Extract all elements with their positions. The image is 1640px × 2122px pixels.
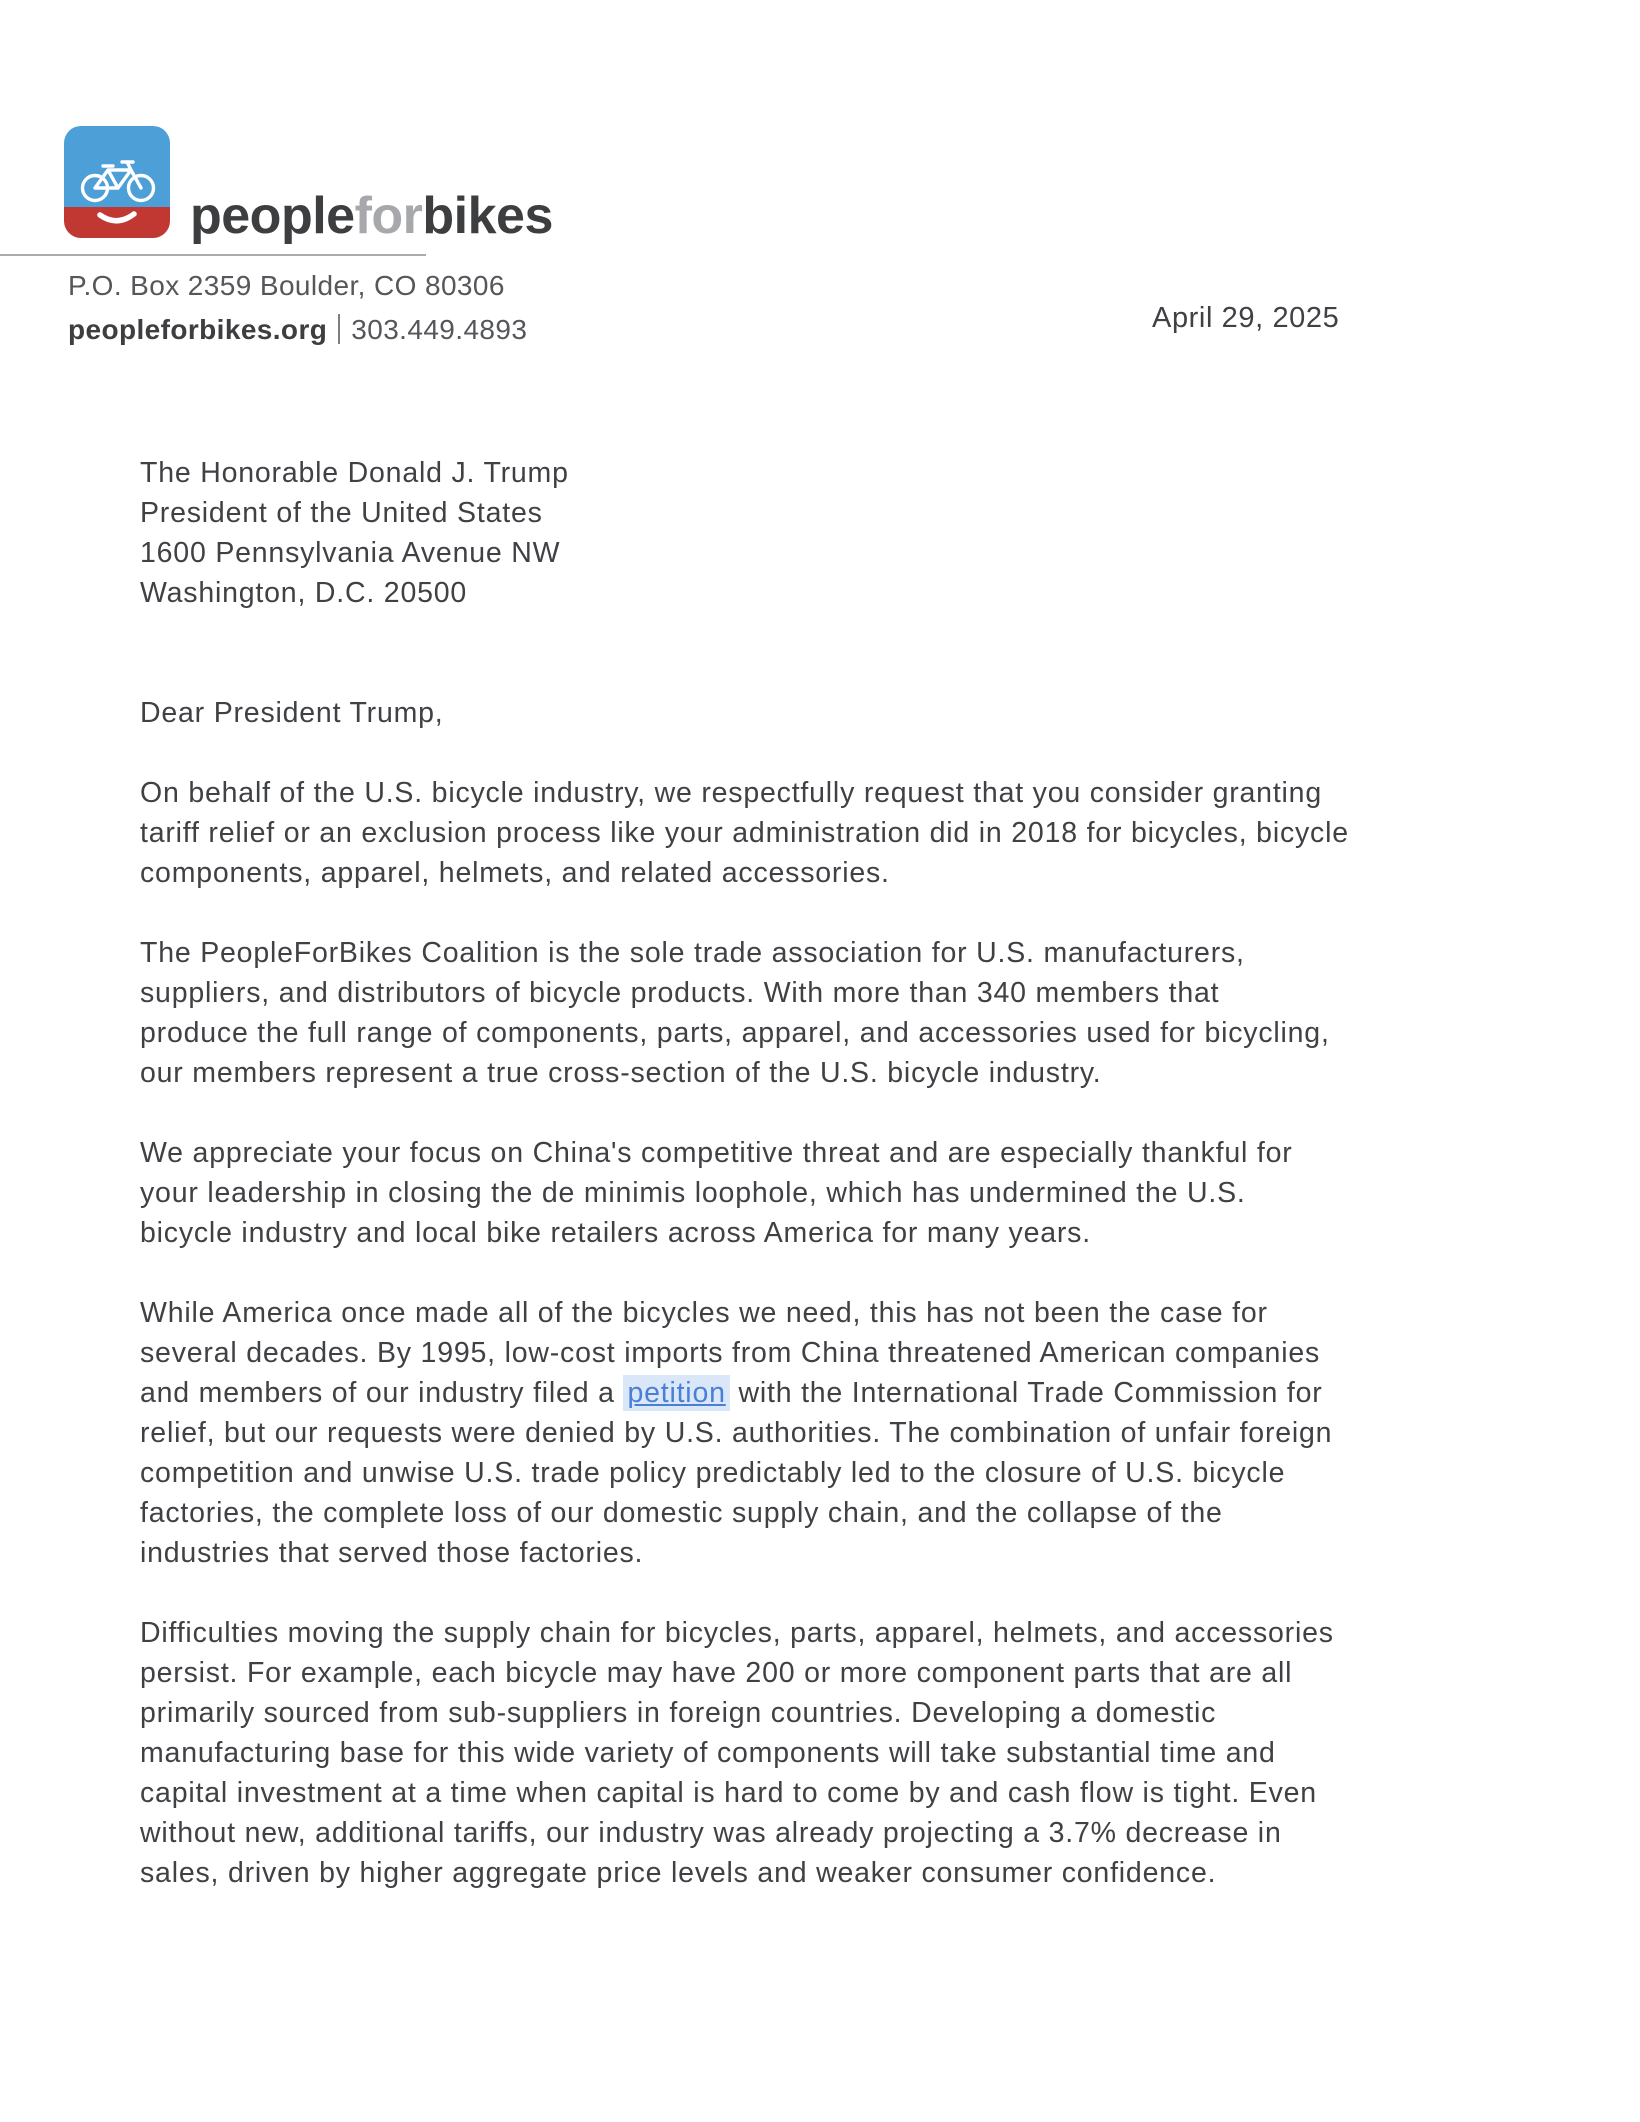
link-suffix-text: with the International Trade Commission for bbox=[729, 1377, 1323, 1409]
paragraph-line: persist. For example, each bicycle may have 200 or more component parts that are all bbox=[140, 1657, 1293, 1689]
paragraph-line: produce the full range of components, parts, apparel, and accessories used for bicycling, bbox=[140, 1017, 1330, 1049]
brand-people: people bbox=[190, 187, 355, 245]
letterhead-divider-line bbox=[0, 254, 426, 256]
paragraph-line: bicycle industry and local bike retailers across America for many years. bbox=[140, 1217, 1091, 1249]
contact-separator bbox=[338, 314, 340, 344]
paragraph-5 bbox=[140, 1613, 1470, 1893]
letter-body bbox=[140, 453, 1470, 1893]
recipient-city: Washington, D.C. 20500 bbox=[140, 577, 468, 609]
paragraph-line: primarily sourced from sub-suppliers in foreign countries. Developing a domestic bbox=[140, 1697, 1217, 1729]
po-box-address: P.O. Box 2359 Boulder, CO 80306 bbox=[68, 270, 505, 301]
bicycle-smile-icon bbox=[64, 126, 170, 238]
letter-date: April 29, 2025 bbox=[1152, 302, 1340, 334]
website-text: peopleforbikes.org bbox=[68, 314, 328, 345]
paragraph-line: components, apparel, helmets, and related accessories. bbox=[140, 857, 890, 889]
paragraph-line: our members represent a true cross-section of the U.S. bicycle industry. bbox=[140, 1057, 1102, 1089]
recipient-address-block bbox=[140, 453, 1470, 613]
contact-line bbox=[68, 308, 527, 352]
brand-wordmark bbox=[190, 186, 553, 246]
peopleforbikes-logo-icon bbox=[64, 126, 170, 238]
paragraph-line: relief, but our requests were denied by U.S. authorities. The combination of unfair foreign bbox=[140, 1417, 1333, 1449]
paragraph-line: industries that served those factories. bbox=[140, 1537, 644, 1569]
paragraph-line: suppliers, and distributors of bicycle products. With more than 340 members that bbox=[140, 977, 1220, 1009]
paragraph-line: several decades. By 1995, low-cost imports from China threatened American companies bbox=[140, 1337, 1321, 1369]
paragraph-line: On behalf of the U.S. bicycle industry, we respectfully request that you consider granting bbox=[140, 777, 1322, 809]
paragraph-line: your leadership in closing the de minimis loophole, which has undermined the U.S. bbox=[140, 1177, 1246, 1209]
paragraph-line: tariff relief or an exclusion process like your administration did in 2018 for bicycles, bicycle bbox=[140, 817, 1349, 849]
letterhead-contact-block bbox=[68, 264, 527, 352]
paragraph-line: competition and unwise U.S. trade policy predictably led to the closure of U.S. bicycle bbox=[140, 1457, 1286, 1489]
paragraph-line: While America once made all of the bicycles we need, this has not been the case for bbox=[140, 1297, 1268, 1329]
paragraph-2 bbox=[140, 933, 1470, 1093]
paragraph-line: Difficulties moving the supply chain for bicycles, parts, apparel, helmets, and accessories bbox=[140, 1617, 1334, 1649]
paragraph-line: manufacturing base for this wide variety of components will take substantial time and bbox=[140, 1737, 1276, 1769]
paragraph-line: We appreciate your focus on China's competitive threat and are especially thankful for bbox=[140, 1137, 1293, 1169]
paragraph-3 bbox=[140, 1133, 1470, 1253]
paragraph-line: capital investment at a time when capital is hard to come by and cash flow is tight. Even bbox=[140, 1777, 1317, 1809]
petition-link[interactable]: petition bbox=[623, 1375, 729, 1411]
paragraph-line: without new, additional tariffs, our industry was already projecting a 3.7% decrease in bbox=[140, 1817, 1282, 1849]
paragraph-line: factories, the complete loss of our domestic supply chain, and the collapse of the bbox=[140, 1497, 1223, 1529]
phone-text: 303.449.4893 bbox=[351, 314, 528, 345]
recipient-title: President of the United States bbox=[140, 497, 543, 529]
brand-for: for bbox=[354, 187, 423, 245]
paragraph-line: sales, driven by higher aggregate price levels and weaker consumer confidence. bbox=[140, 1857, 1217, 1889]
salutation: Dear President Trump, bbox=[140, 697, 444, 729]
link-prefix-text: and members of our industry filed a bbox=[140, 1377, 624, 1409]
paragraph-line: The PeopleForBikes Coalition is the sole trade association for U.S. manufacturers, bbox=[140, 937, 1245, 969]
brand-bikes: bikes bbox=[422, 187, 553, 245]
paragraph-1 bbox=[140, 773, 1470, 893]
recipient-street: 1600 Pennsylvania Avenue NW bbox=[140, 537, 561, 569]
paragraph-4 bbox=[140, 1293, 1470, 1573]
paragraph-line-with-link bbox=[140, 1373, 1470, 1413]
recipient-name: The Honorable Donald J. Trump bbox=[140, 457, 569, 489]
